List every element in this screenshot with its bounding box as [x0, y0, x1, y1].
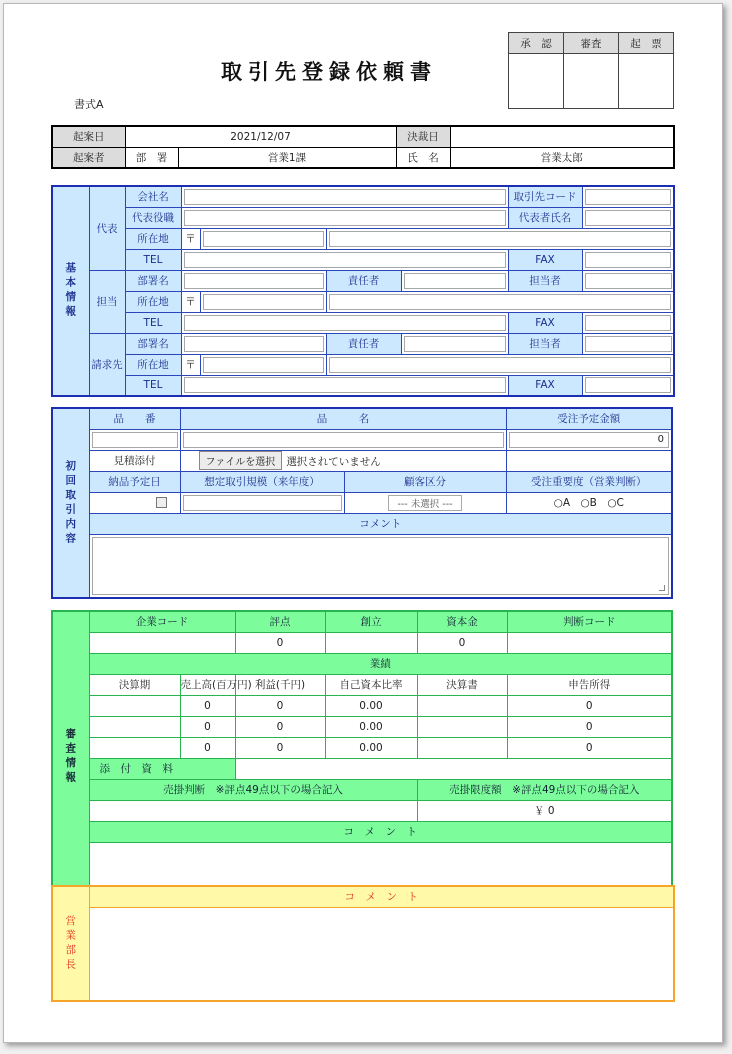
scale-label: 想定取引規模（来年度） [180, 471, 344, 492]
credit-limit-value[interactable]: ￥ 0 [417, 800, 672, 821]
contact-tel-input[interactable] [181, 312, 508, 333]
rep-name-input[interactable] [582, 207, 674, 228]
review-info-table [51, 610, 673, 903]
company-label: 会社名 [125, 186, 181, 207]
draft-date-label: 起案日 [52, 126, 125, 147]
rep-name-label: 代表者氏名 [508, 207, 582, 228]
sales-manager-section-label: 営業部長 [52, 886, 89, 1001]
credit-judge-label: 売掛判断 ※評点49点以下の場合記入 [89, 779, 417, 800]
rep-tel-input[interactable] [181, 249, 508, 270]
estimate-blank [506, 450, 672, 471]
attachments-label: 添 付 資 料 [89, 758, 235, 779]
billing-dept-label: 部署名 [125, 333, 181, 354]
billing-manager-label: 責任者 [326, 333, 401, 354]
cell-profit[interactable]: 0 [235, 716, 325, 737]
rep-fax-input[interactable] [582, 249, 674, 270]
basic-info-section-label: 基本情報 [52, 186, 89, 396]
draft-date-value[interactable]: 2021/12/07 [125, 126, 396, 147]
col-declared-income: 申告所得 [507, 674, 672, 695]
order-amount-input[interactable]: 0 [506, 429, 672, 450]
cell-sales[interactable]: 0 [180, 695, 235, 716]
cell-declared-income[interactable]: 0 [507, 737, 672, 758]
review-comment-label: コ メ ン ト [89, 821, 672, 842]
item-no-label: 品 番 [89, 408, 180, 429]
estimate-file-cell [180, 450, 506, 471]
sales-comment-label: コ メ ン ト [89, 886, 674, 907]
file-select-button[interactable]: ファイルを選択 [199, 451, 283, 470]
cell-financial-statement[interactable] [417, 695, 507, 716]
cell-equity-ratio[interactable]: 0.00 [325, 695, 417, 716]
stamp-draft-box[interactable] [619, 54, 674, 109]
form-title: 取引先登録依頼書 [221, 60, 437, 84]
contact-manager-input[interactable] [401, 270, 508, 291]
billing-address-label: 所在地 [125, 354, 181, 375]
name-label: 氏 名 [396, 147, 450, 168]
delivery-date-label: 納品予定日 [89, 471, 180, 492]
table-row [52, 737, 672, 758]
contact-postal-input[interactable] [200, 291, 326, 312]
order-amount-label: 受注予定金額 [506, 408, 672, 429]
cell-profit[interactable]: 0 [235, 737, 325, 758]
decision-date-label: 決裁日 [396, 126, 450, 147]
item-name-input[interactable] [180, 429, 506, 450]
col-fiscal-period: 決算期 [89, 674, 180, 695]
contact-person-label: 担当者 [508, 270, 582, 291]
credit-judge-value[interactable] [89, 800, 417, 821]
first-comment-label: コメント [89, 513, 672, 534]
first-comment-cell [89, 534, 672, 598]
founded-value[interactable] [325, 632, 417, 653]
founded-label: 創立 [325, 611, 417, 632]
rep-fax-label: FAX [508, 249, 582, 270]
client-code-input[interactable] [582, 186, 674, 207]
cell-profit[interactable]: 0 [235, 695, 325, 716]
cell-fiscal-period[interactable] [89, 695, 180, 716]
company-code-value[interactable] [89, 632, 235, 653]
contact-address-label: 所在地 [125, 291, 181, 312]
item-no-input[interactable] [89, 429, 180, 450]
rep-address-input[interactable] [326, 228, 674, 249]
cell-equity-ratio[interactable]: 0.00 [325, 716, 417, 737]
table-row [52, 716, 672, 737]
stamp-review-label: 審査 [564, 33, 619, 54]
col-equity-ratio: 自己資本比率 [325, 674, 417, 695]
contact-person-input[interactable] [582, 270, 674, 291]
stamp-review-box[interactable] [564, 54, 619, 109]
basic-info-table [51, 185, 675, 397]
delivery-date-cell [89, 492, 180, 513]
importance-label: 受注重要度（営業判断） [506, 471, 672, 492]
item-name-label: 品 名 [180, 408, 506, 429]
table-row [52, 695, 672, 716]
cell-fiscal-period[interactable] [89, 716, 180, 737]
sales-manager-table [51, 885, 675, 1002]
review-section-label: 審査情報 [52, 611, 89, 902]
contact-address-input[interactable] [326, 291, 674, 312]
rep-postal-mark: 〒 [181, 228, 200, 249]
score-label: 評点 [235, 611, 325, 632]
col-financial-statement: 決算書 [417, 674, 507, 695]
billing-postal-mark: 〒 [181, 354, 200, 375]
billing-fax-input[interactable] [582, 375, 674, 396]
billing-fax-label: FAX [508, 375, 582, 396]
rep-address-label: 所在地 [125, 228, 181, 249]
resize-handle-icon[interactable] [659, 585, 665, 591]
rep-label: 代表 [89, 186, 125, 270]
contact-tel-label: TEL [125, 312, 181, 333]
judge-code-label: 判断コード [507, 611, 672, 632]
billing-label: 請求先 [89, 333, 125, 396]
cell-declared-income[interactable]: 0 [507, 716, 672, 737]
cell-equity-ratio[interactable]: 0.00 [325, 737, 417, 758]
rep-title-input[interactable] [181, 207, 508, 228]
judge-code-value[interactable] [507, 632, 672, 653]
cell-sales[interactable]: 0 [180, 737, 235, 758]
cell-financial-statement[interactable] [417, 737, 507, 758]
decision-date-value[interactable] [450, 126, 674, 147]
customer-class-select[interactable]: --- 未選択 --- [388, 495, 461, 511]
customer-class-label: 顧客区分 [344, 471, 506, 492]
file-status-text: 選択されていません [286, 456, 381, 468]
billing-address-input[interactable] [326, 354, 674, 375]
attachments-value[interactable] [235, 758, 672, 779]
form-paper [3, 3, 723, 1043]
drafter-label: 起案者 [52, 147, 125, 168]
company-input[interactable] [181, 186, 508, 207]
billing-person-input[interactable] [582, 333, 674, 354]
cell-sales[interactable]: 0 [180, 716, 235, 737]
delivery-date-checkbox[interactable] [156, 497, 167, 508]
billing-tel-input[interactable] [181, 375, 508, 396]
cell-financial-statement[interactable] [417, 716, 507, 737]
company-code-label: 企業コード [89, 611, 235, 632]
contact-dept-label: 部署名 [125, 270, 181, 291]
dept-value[interactable]: 営業1課 [178, 147, 396, 168]
first-transaction-table [51, 407, 673, 599]
contact-manager-label: 責任者 [326, 270, 401, 291]
contact-postal-mark: 〒 [181, 291, 200, 312]
cell-fiscal-period[interactable] [89, 737, 180, 758]
col-profit: 利益(千円) [235, 674, 325, 695]
score-value[interactable]: 0 [235, 632, 325, 653]
sales-comment-area[interactable] [89, 907, 674, 1001]
rep-title-label: 代表役職 [125, 207, 181, 228]
billing-postal-input[interactable] [200, 354, 326, 375]
contact-fax-input[interactable] [582, 312, 674, 333]
billing-dept-input[interactable] [181, 333, 326, 354]
contact-dept-input[interactable] [181, 270, 326, 291]
credit-limit-label: 売掛限度額 ※評点49点以下の場合記入 [417, 779, 672, 800]
rep-postal-input[interactable] [200, 228, 326, 249]
billing-manager-input[interactable] [401, 333, 508, 354]
customer-class-cell [344, 492, 506, 513]
approval-stamp-table [508, 32, 674, 109]
first-comment-textarea[interactable] [92, 537, 670, 596]
billing-tel-label: TEL [125, 375, 181, 396]
estimate-label: 見積添付 [89, 450, 180, 471]
col-sales: 売上高(百万円) [180, 674, 235, 695]
stamp-approve-box[interactable] [509, 54, 564, 109]
stamp-draft-label: 起 票 [619, 33, 674, 54]
contact-fax-label: FAX [508, 312, 582, 333]
form-code: 書式A [74, 98, 104, 111]
stamp-approve-label: 承 認 [509, 33, 564, 54]
rep-tel-label: TEL [125, 249, 181, 270]
importance-radio-group[interactable]: ○A ○B ○C [506, 492, 672, 513]
contact-label: 担当 [89, 270, 125, 333]
cell-declared-income[interactable]: 0 [507, 695, 672, 716]
draft-header-table [51, 125, 675, 169]
capital-label: 資本金 [417, 611, 507, 632]
dept-label: 部 署 [125, 147, 178, 168]
first-transaction-section-label: 初回取引内容 [52, 408, 89, 598]
client-code-label: 取引先コード [508, 186, 582, 207]
billing-person-label: 担当者 [508, 333, 582, 354]
name-value[interactable]: 営業太郎 [450, 147, 674, 168]
scale-input[interactable] [180, 492, 344, 513]
performance-label: 業績 [89, 653, 672, 674]
capital-value[interactable]: 0 [417, 632, 507, 653]
